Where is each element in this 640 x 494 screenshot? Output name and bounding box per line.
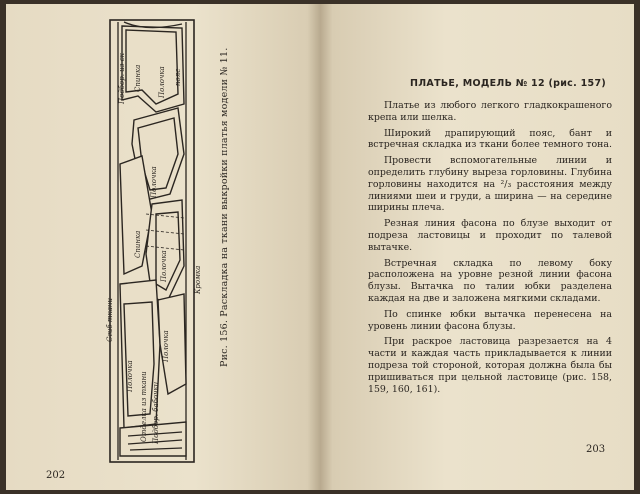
page-number-left: 202 — [46, 470, 66, 481]
piece-label: Полочка — [126, 360, 134, 392]
diagram-top-label: Спинка — [134, 64, 142, 92]
left-page — [6, 4, 320, 490]
paragraph: Широкий драпирующий пояс, бант и встречная складка из ткани более темного тона. — [368, 127, 612, 151]
section-title: ПЛАТЬЕ, МОДЕЛЬ № 12 (рис. 157) — [409, 78, 607, 89]
figure-caption: Рис. 156. Раскладка на ткани выкройки платья модели № 11. — [219, 47, 230, 367]
edge-label: Кромка — [194, 265, 202, 294]
paragraph: По спинке юбки вытачка перенесена на уровень линии фасона блузы. — [368, 308, 612, 332]
bottom-strip-label: Подбор. бабочки — [152, 381, 160, 444]
piece-label: Полочка — [150, 166, 158, 198]
right-page — [320, 4, 634, 490]
selvedge-label: Сгиб ткани — [106, 297, 114, 342]
diagram-top-label: Подбор. из ск — [118, 53, 126, 104]
diagram-top-label: Полочка — [158, 66, 166, 98]
book-spread — [6, 4, 634, 490]
paragraph: Платье из любого легкого гладкокрашеного крепа или шелка. — [368, 100, 612, 123]
bottom-strip-label: Отделка из ткани — [140, 371, 148, 442]
piece-label: Полочка — [162, 330, 170, 362]
paragraph: Провести вспомогательные линии и определить глубину выреза горловины. Глубина горловины находится на ²/₃ расстояния между линиями шеи и груди, а ширина — на середине ширины плеча. — [368, 155, 612, 214]
piece-label: Полочка — [160, 250, 168, 282]
body-text — [368, 100, 612, 399]
paragraph: При раскрое ластовица разрезается на 4 части и каждая часть прикладывается к линии подреза той стороной, которая должна была бы пришиваться при цельной ластовице (рис. 158, 159, 160, 161). — [368, 336, 612, 395]
paragraph: Резная линия фасона по блузе выходит от подреза ластовицы и проходит по талевой вытачке. — [368, 218, 612, 253]
page-number-right: 203 — [586, 444, 606, 455]
diagram-top-label: пояс — [174, 68, 182, 86]
paragraph: Встречная складка по левому боку расположена на уровне резной линии фасона блузы. Вытачка по талии юбки разделена каждая на две и заложена мягкими складами. — [368, 257, 612, 304]
piece-label: Спинка — [134, 230, 142, 258]
